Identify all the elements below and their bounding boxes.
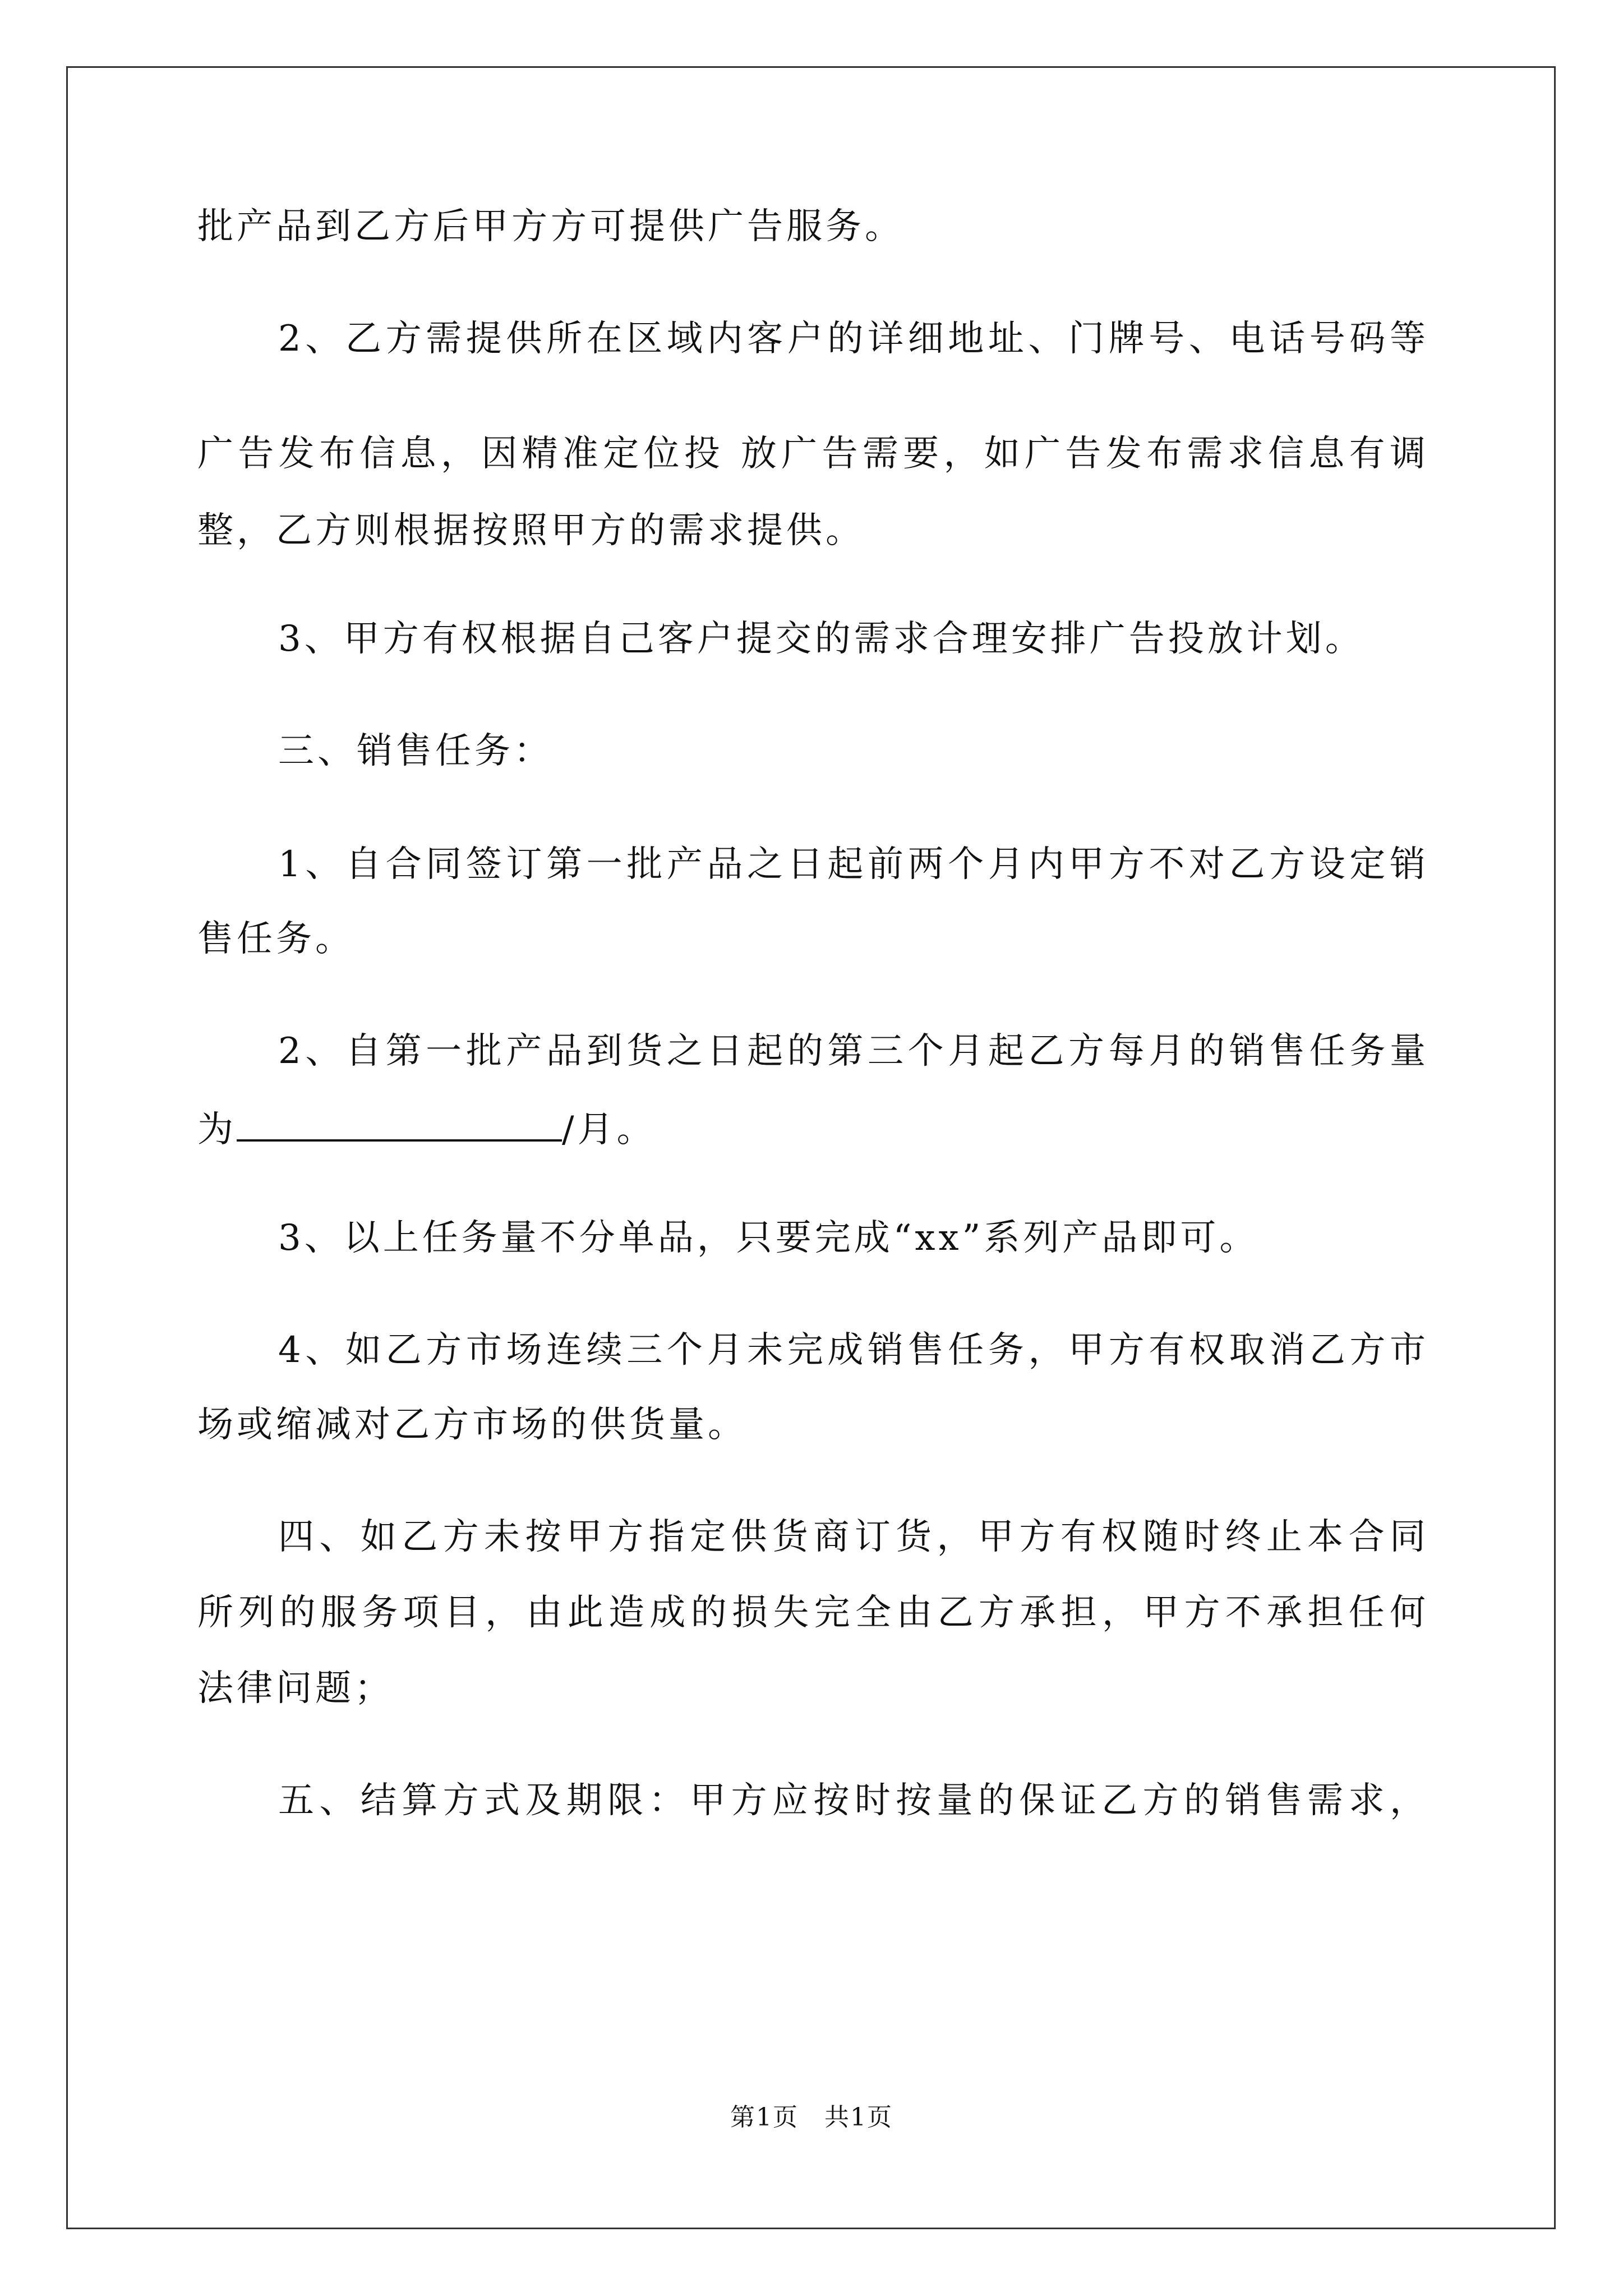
paragraph-line: 四、如乙方未按甲方指定供货商订货，甲方有权随时终止本合同 — [278, 1516, 1426, 1558]
quota-line — [197, 1108, 656, 1151]
page-border — [66, 66, 1556, 2229]
paragraph-line: 五、结算方式及期限：甲方应按时按量的保证乙方的销售需求， — [278, 1780, 1426, 1821]
paragraph-line: 3、甲方有权根据自己客户提交的需求合理安排广告投放计划。 — [278, 618, 1364, 660]
section-heading: 三、销售任务： — [278, 730, 553, 772]
paragraph-line: 3、以上任务量不分单品，只要完成“xx”系列产品即可。 — [278, 1217, 1259, 1259]
paragraph-line: 2、自第一批产品到货之日起的第三个月起乙方每月的销售任务量 — [278, 1030, 1426, 1072]
paragraph-line: 1、自合同签订第一批产品之日起前两个月内甲方不对乙方设定销 — [278, 844, 1426, 885]
page-footer: 第1页 共1页 — [730, 2103, 893, 2132]
paragraph-line: 2、乙方需提供所在区域内客户的详细地址、门牌号、电话号码等 — [278, 318, 1426, 360]
paragraph-line: 广告发布信息，因精准定位投 放广告需要，如广告发布需求信息有调 — [197, 433, 1426, 475]
blank-field — [237, 1108, 562, 1142]
paragraph-line: 所列的服务项目，由此造成的损失完全由乙方承担，甲方不承担任何 — [197, 1592, 1426, 1634]
paragraph-line: 4、如乙方市场连续三个月未完成销售任务，甲方有权取消乙方市 — [278, 1329, 1426, 1371]
quota-suffix: /月。 — [562, 1109, 656, 1151]
paragraph-line: 整，乙方则根据按照甲方的需求提供。 — [197, 510, 865, 551]
paragraph-line: 场或缩减对乙方市场的供货量。 — [197, 1404, 747, 1446]
paragraph-line: 售任务。 — [197, 918, 354, 960]
paragraph-line: 批产品到乙方后甲方方可提供广告服务。 — [197, 206, 904, 247]
quota-prefix: 为 — [197, 1109, 237, 1151]
paragraph-line: 法律问题； — [197, 1668, 394, 1709]
